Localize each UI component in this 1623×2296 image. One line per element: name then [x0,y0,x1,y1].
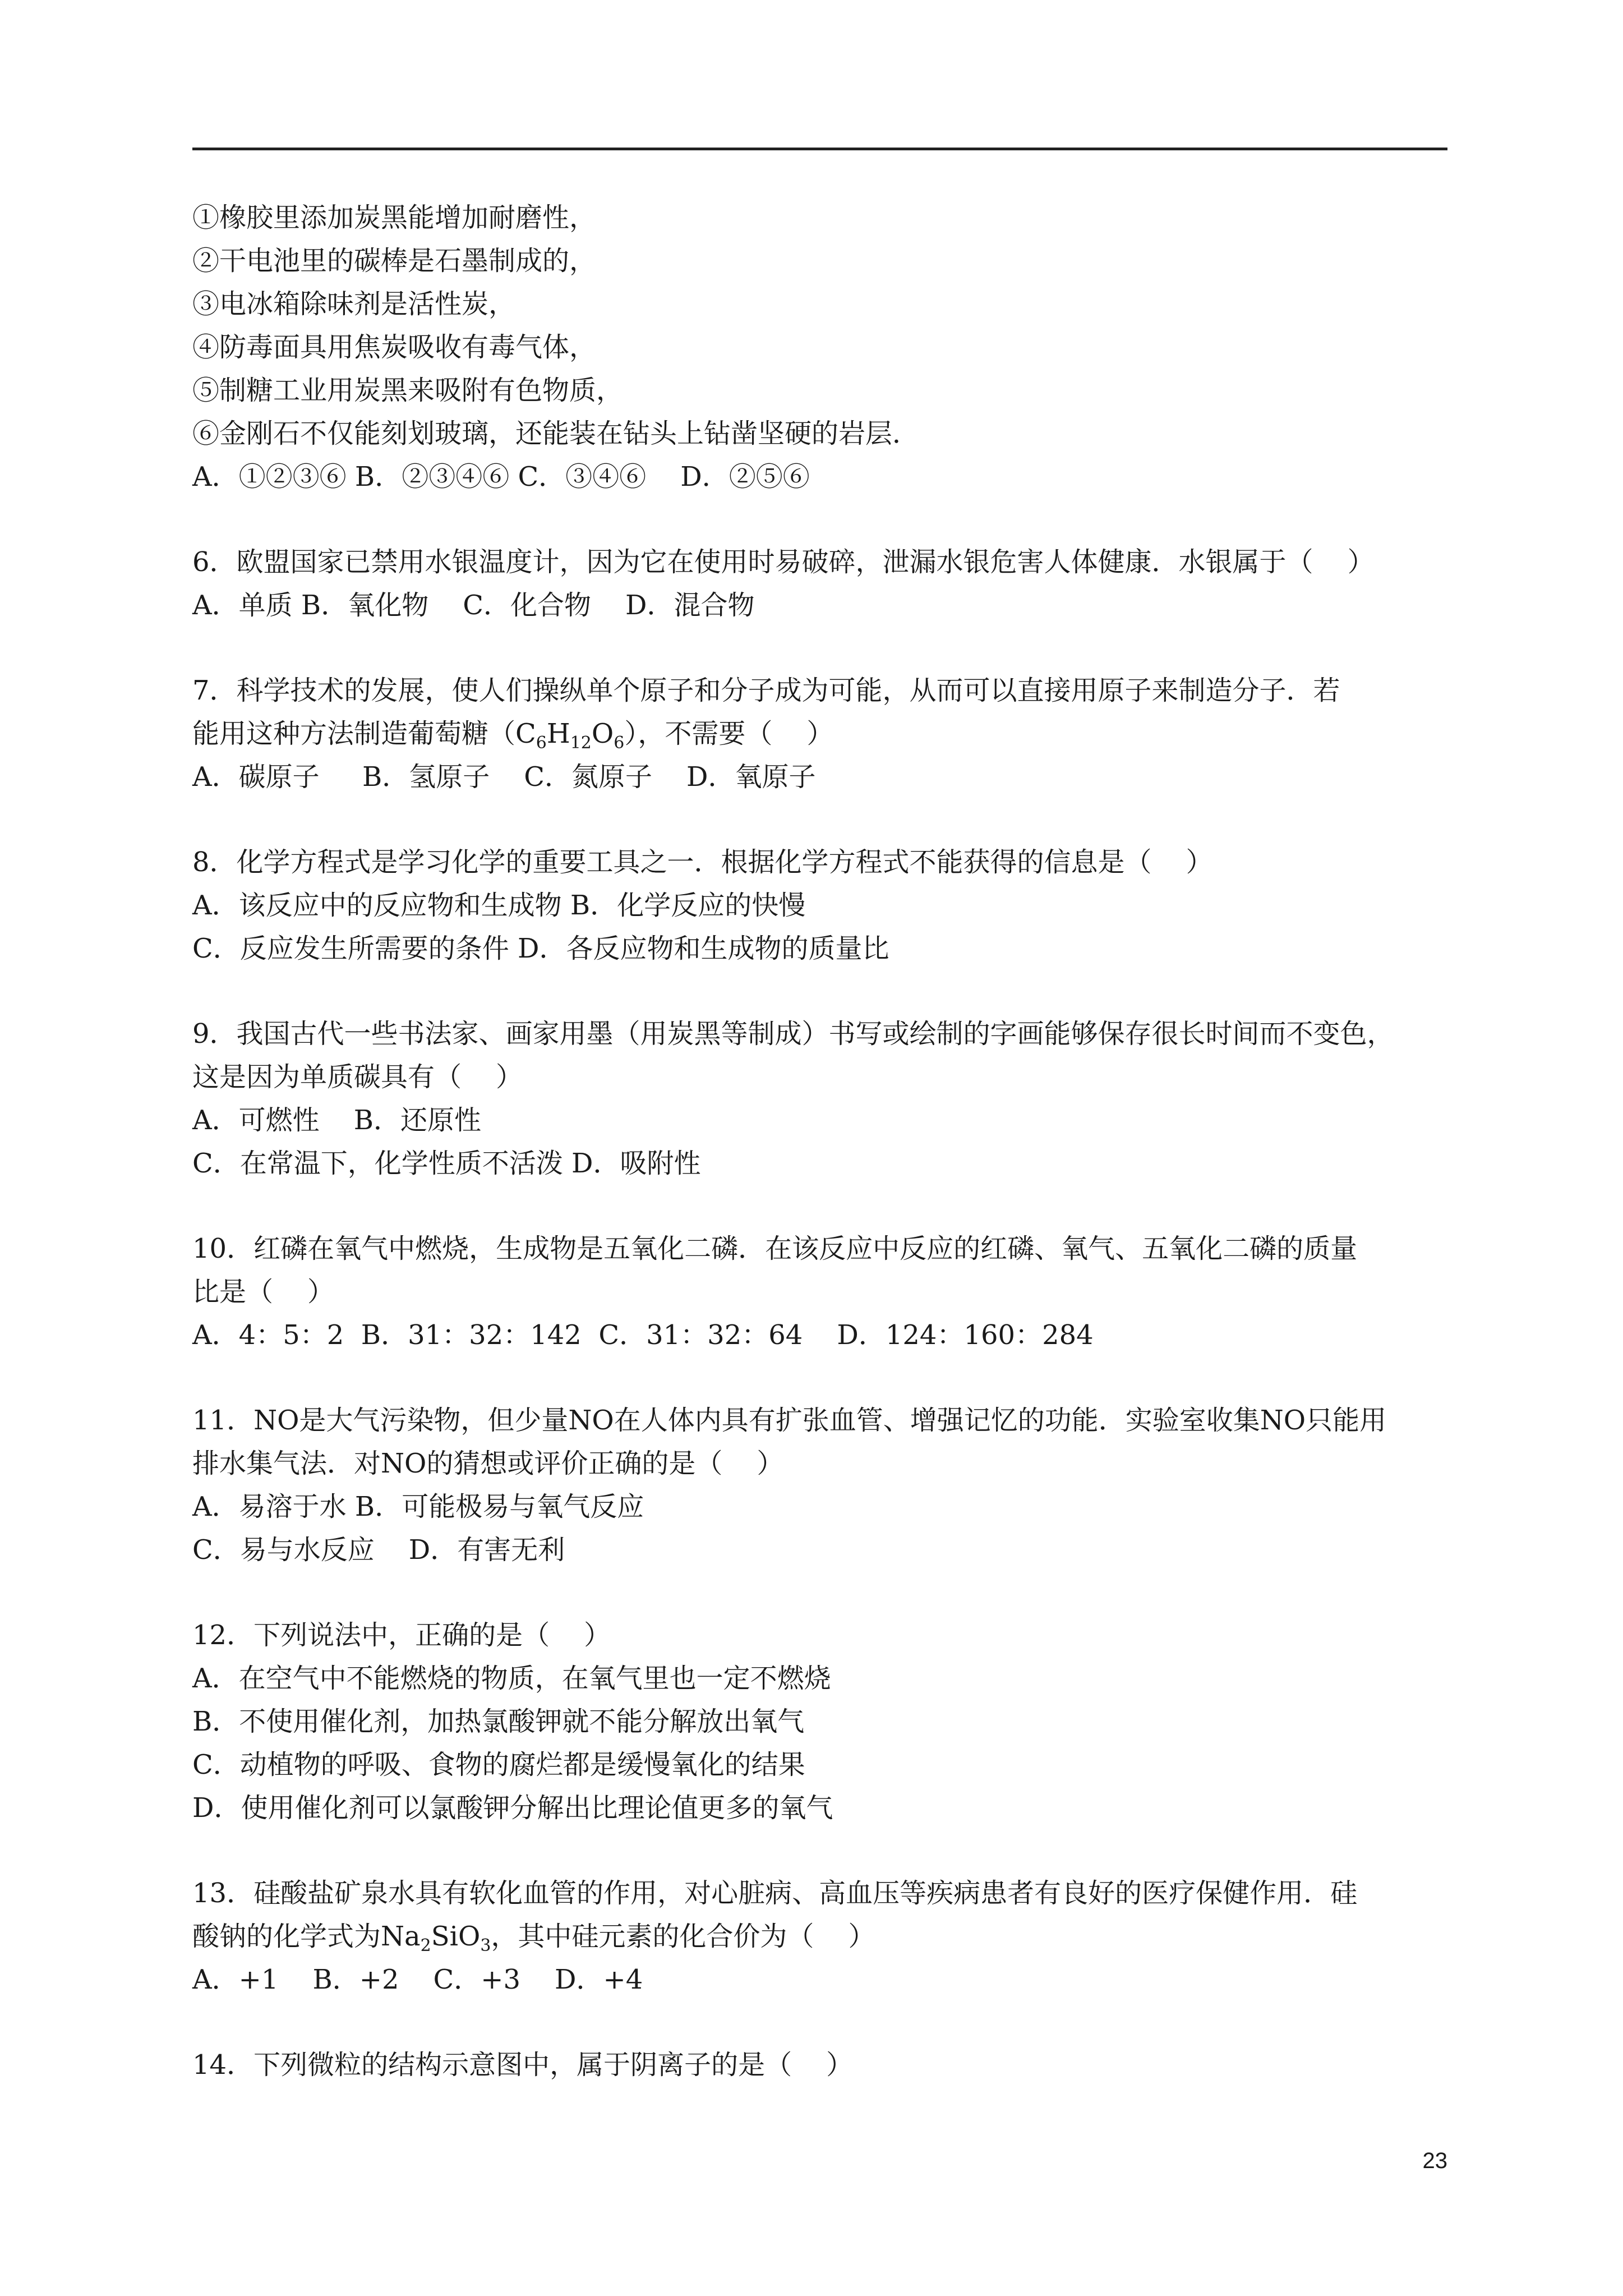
statement-6: ⑥金刚石不仅能刻划玻璃，还能装在钻头上钻凿坚硬的岩层． [192,418,920,449]
question-stem-formula [192,712,1449,756]
question-stem: 9．我国古代一些书法家、画家用墨（用炭黑等制成）书写或绘制的字画能够保存很长时间而不变色， [192,1018,1394,1050]
subscript: 6 [536,733,547,753]
stem-text: 酸钠的化学式为Na [192,1921,421,1952]
document-body [192,196,1449,2087]
answer-options: A．碳原子 B．氢原子 C．氮原子 D．氧原子 [192,761,816,793]
element-symbol: H [546,718,570,749]
question-stem: 8．化学方程式是学习化学的重要工具之一．根据化学方程式不能获得的信息是（ ） [192,846,1213,878]
statement-4: ④防毒面具用焦炭吸收有毒气体， [192,332,597,363]
answer-options: A．该反应中的反应物和生成物 B．化学反应的快慢 [192,890,806,921]
question-6 [192,541,1449,627]
question-stem: 7．科学技术的发展，使人们操纵单个原子和分子成为可能，从而可以直接用原子来制造分子．若 [192,675,1340,706]
stem-text: ，其中硅元素的化合价为（ ） [491,1921,875,1952]
subscript: 6 [614,733,625,753]
answer-options: C．易与水反应 D．有害无利 [192,1534,565,1566]
answer-option-b: B．不使用催化剂，加热氯酸钾就不能分解放出氧气 [192,1706,805,1737]
element-symbol: SiO [431,1921,481,1952]
question-8 [192,841,1449,970]
question-stem: 6．欧盟国家已禁用水银温度计，因为它在使用时易破碎，泄漏水银危害人体健康．水银属于（ ） [192,546,1375,578]
question-stem: 13．硅酸盐矿泉水具有软化血管的作用，对心脏病、高血压等疾病患者有良好的医疗保健作用．硅 [192,1878,1358,1909]
question-stem: 12．下列说法中，正确的是（ ） [192,1619,611,1651]
stem-text: ），不需要（ ） [624,718,834,749]
subscript: 12 [570,733,592,753]
question-stem: 比是（ ） [192,1276,335,1308]
answer-option-d: D．使用催化剂可以氯酸钾分解出比理论值更多的氧气 [192,1792,833,1824]
question-stem: 14．下列微粒的结构示意图中，属于阴离子的是（ ） [192,2049,854,2081]
subscript: 2 [420,1936,431,1955]
question-9 [192,1013,1449,1185]
question-stem: 11．NO是大气污染物，但少量NO在人体内具有扩张血管、增强记忆的功能．实验室收集NO只能用 [192,1405,1387,1436]
answer-option-c: C．动植物的呼吸、食物的腐烂都是缓慢氧化的结果 [192,1749,805,1780]
question-14 [192,2044,1449,2087]
answer-options: A．单质 B．氧化物 C．化合物 D．混合物 [192,590,755,621]
header-rule [192,148,1447,150]
question-stem: 这是因为单质碳具有（ ） [192,1061,523,1093]
answer-options: A．①②③⑥ B．②③④⑥ C．③④⑥ D．②⑤⑥ [192,461,810,493]
answer-options: C．反应发生所需要的条件 D．各反应物和生成物的质量比 [192,933,889,964]
question-10 [192,1227,1449,1357]
answer-options: A．+1 B．+2 C．+3 D．+4 [192,1964,643,1995]
answer-options: A．易溶于水 B．可能极易与氧气反应 [192,1491,644,1522]
statement-5: ⑤制糖工业用炭黑来吸附有色物质， [192,375,624,406]
question-13 [192,1872,1449,2001]
answer-options: A．4：5：2 B．31：32：142 C．31：32：64 D．124：160：284 [192,1319,1094,1351]
question-stem: 排水集气法．对NO的猜想或评价正确的是（ ） [192,1448,784,1479]
question-5-continued [192,196,1449,499]
answer-options: C．在常温下，化学性质不活泼 D．吸附性 [192,1148,701,1179]
statement-1: ①橡胶里添加炭黑能增加耐磨性， [192,202,597,233]
statement-2: ②干电池里的碳棒是石墨制成的， [192,245,597,277]
stem-text: 能用这种方法制造葡萄糖（C [192,718,536,749]
question-12 [192,1614,1449,1830]
subscript: 3 [480,1936,491,1955]
question-7 [192,669,1449,799]
answer-option-a: A．在空气中不能燃烧的物质，在氧气里也一定不燃烧 [192,1663,831,1694]
page-number: 23 [1422,2148,1447,2173]
element-symbol: O [591,718,614,749]
answer-options: A．可燃性 B．还原性 [192,1105,481,1136]
question-11 [192,1399,1449,1572]
statement-3: ③电冰箱除味剂是活性炭， [192,288,516,320]
question-stem: 10．红磷在氧气中燃烧，生成物是五氧化二磷．在该反应中反应的红磷、氧气、五氧化二磷的质量 [192,1233,1358,1264]
question-stem-formula [192,1915,1449,1958]
